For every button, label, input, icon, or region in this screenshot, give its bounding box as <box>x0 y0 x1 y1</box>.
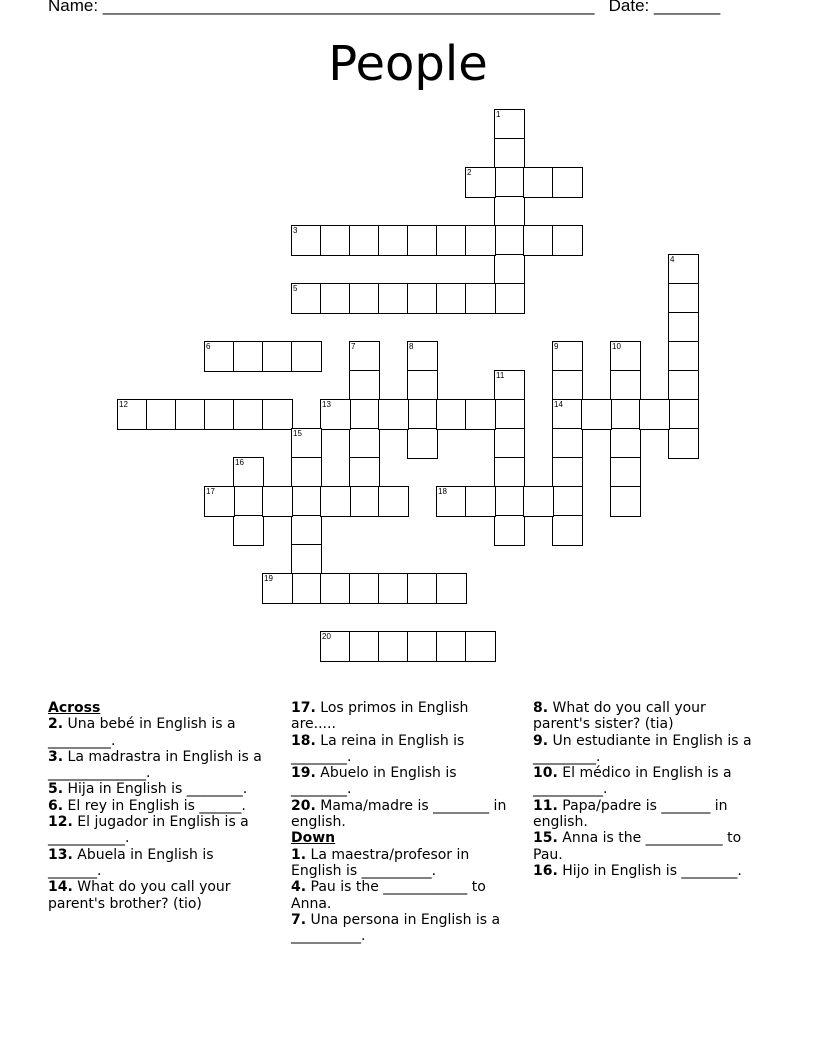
clue-number: 15. <box>533 830 558 847</box>
grid-cell[interactable] <box>552 457 583 488</box>
clue-text: El médico in English is a __________. <box>533 765 732 798</box>
name-label: Name: <box>48 0 99 15</box>
grid-cell[interactable] <box>668 428 699 459</box>
grid-cell[interactable] <box>233 399 264 430</box>
down-heading: Down <box>291 830 336 847</box>
grid-cell[interactable] <box>610 486 641 517</box>
clue-item <box>533 700 753 733</box>
grid-cell[interactable] <box>610 370 641 401</box>
clue-number: 20. <box>291 797 316 814</box>
grid-cell[interactable] <box>552 399 583 430</box>
grid-cell[interactable] <box>436 399 467 430</box>
grid-cell[interactable] <box>552 341 583 372</box>
grid-cell[interactable] <box>494 109 525 140</box>
across-heading: Across <box>48 700 101 716</box>
grid-cell[interactable] <box>117 399 148 430</box>
grid-cell[interactable] <box>378 283 409 314</box>
clue-item <box>48 798 270 814</box>
clue-item <box>533 830 753 863</box>
grid-cell[interactable] <box>378 225 409 256</box>
clue-text: Mama/madre is ________ in english. <box>291 797 507 831</box>
clue-item <box>533 733 753 766</box>
clue-number: 18. <box>291 732 316 749</box>
grid-cell[interactable] <box>349 283 380 314</box>
clue-number: 3. <box>48 748 64 765</box>
grid-cell[interactable] <box>204 399 235 430</box>
grid-cell[interactable] <box>610 341 641 372</box>
clue-text: La madrastra in English is a ______________. <box>48 748 262 782</box>
grid-cell[interactable] <box>349 341 380 372</box>
grid-cell[interactable] <box>233 515 264 546</box>
clue-number: 13. <box>48 846 73 863</box>
clue-item <box>291 700 513 733</box>
clue-number: 4. <box>291 879 307 896</box>
grid-cell[interactable] <box>494 399 525 430</box>
clue-text: What do you call your parent's brother? (tio) <box>48 879 231 912</box>
clue-text: El jugador in English is a ___________. <box>48 814 249 847</box>
grid-cell[interactable] <box>291 573 322 604</box>
date-label: Date: <box>608 0 650 15</box>
clue-number: 7. <box>291 911 307 928</box>
clue-number: 5 <box>293 284 298 293</box>
grid-cell[interactable] <box>494 167 525 198</box>
clue-text: Hijo in English is ________. <box>557 862 742 879</box>
clue-item <box>48 716 270 749</box>
grid-cell[interactable] <box>320 283 351 314</box>
clue-number: 6 <box>206 342 211 351</box>
grid-cell[interactable] <box>523 486 554 517</box>
grid-cell[interactable] <box>465 167 496 198</box>
grid-cell[interactable] <box>552 167 583 198</box>
grid-cell[interactable] <box>552 428 583 459</box>
clue-number: 19 <box>264 574 273 583</box>
grid-cell[interactable] <box>291 225 322 256</box>
page-title: People <box>328 36 488 92</box>
grid-cell[interactable] <box>668 254 699 285</box>
grid-cell[interactable] <box>320 225 351 256</box>
grid-cell[interactable] <box>668 312 699 343</box>
clue-item <box>48 879 270 912</box>
clue-text: El rey in English is ______. <box>63 797 246 814</box>
grid-cell[interactable] <box>291 283 322 314</box>
clue-column-3 <box>533 700 753 879</box>
clue-item <box>48 781 270 797</box>
clue-number: 15 <box>293 429 302 438</box>
clue-number: 6. <box>48 797 64 814</box>
clue-number: 17. <box>291 700 316 716</box>
grid-cell[interactable] <box>291 544 322 575</box>
grid-cell[interactable] <box>668 283 699 314</box>
grid-cell[interactable] <box>494 515 525 546</box>
clue-item <box>291 733 513 766</box>
grid-cell[interactable] <box>465 283 496 314</box>
clue-item <box>48 749 270 782</box>
clue-text: Una persona in English is a __________. <box>291 911 501 945</box>
grid-cell[interactable] <box>523 225 554 256</box>
grid-cell[interactable] <box>436 631 467 662</box>
clue-text: Pau is the ____________ to Anna. <box>291 879 486 912</box>
grid-cell[interactable] <box>378 486 409 517</box>
grid-cell[interactable] <box>291 428 322 459</box>
grid-cell[interactable] <box>610 457 641 488</box>
clue-item <box>48 847 270 880</box>
grid-cell[interactable] <box>494 370 525 401</box>
grid-cell[interactable] <box>204 341 235 372</box>
clue-item <box>291 912 513 945</box>
grid-cell[interactable] <box>494 196 525 227</box>
clue-number: 12. <box>48 814 73 831</box>
clue-number: 8 <box>409 342 414 351</box>
grid-cell[interactable] <box>552 370 583 401</box>
grid-cell[interactable] <box>349 631 380 662</box>
clue-number: 17 <box>206 487 215 496</box>
grid-cell[interactable] <box>436 283 467 314</box>
grid-cell[interactable] <box>436 486 467 517</box>
clue-number: 19. <box>291 765 316 782</box>
grid-cell[interactable] <box>523 167 554 198</box>
clue-number: 8. <box>533 700 549 716</box>
clue-item <box>48 814 270 847</box>
grid-cell[interactable] <box>552 225 583 256</box>
clue-text: Papa/padre is _______ in english. <box>533 797 728 831</box>
grid-cell[interactable] <box>233 341 264 372</box>
grid-cell[interactable] <box>465 486 496 517</box>
grid-cell[interactable] <box>233 486 264 517</box>
grid-cell[interactable] <box>639 399 670 430</box>
grid-cell[interactable] <box>494 428 525 459</box>
grid-cell[interactable] <box>291 515 322 546</box>
grid-cell[interactable] <box>320 399 351 430</box>
clue-text: What do you call your parent's sister? (tia) <box>533 700 706 733</box>
grid-cell[interactable] <box>349 457 380 488</box>
grid-cell[interactable] <box>465 225 496 256</box>
clue-number: 13 <box>322 400 331 409</box>
grid-cell[interactable] <box>407 370 438 401</box>
grid-cell[interactable] <box>668 370 699 401</box>
clue-text: Los primos in English are..... <box>291 700 469 733</box>
grid-cell[interactable] <box>668 399 699 430</box>
clue-number: 10. <box>533 765 558 782</box>
grid-cell[interactable] <box>610 428 641 459</box>
clue-item <box>291 847 513 880</box>
grid-cell[interactable] <box>668 341 699 372</box>
grid-cell[interactable] <box>494 138 525 169</box>
clue-number: 1. <box>291 846 307 863</box>
clue-number: 3 <box>293 226 298 235</box>
clue-item <box>533 863 753 879</box>
clue-text: La reina in English is ________. <box>291 732 465 765</box>
grid-cell[interactable] <box>407 573 438 604</box>
clue-number: 1 <box>496 110 501 119</box>
clue-item <box>291 798 513 831</box>
clue-text: Abuela in English is _______. <box>48 846 214 879</box>
clue-text: Una bebé in English is a _________. <box>48 716 236 749</box>
grid-cell[interactable] <box>175 399 206 430</box>
grid-cell[interactable] <box>494 457 525 488</box>
clue-item <box>291 879 513 912</box>
clue-item <box>533 798 753 831</box>
grid-cell[interactable] <box>320 573 351 604</box>
grid-cell[interactable] <box>349 428 380 459</box>
clue-number: 11. <box>533 797 558 814</box>
grid-cell[interactable] <box>436 225 467 256</box>
clue-number: 12 <box>119 400 128 409</box>
grid-cell[interactable] <box>204 486 235 517</box>
clue-number: 2 <box>467 168 472 177</box>
grid-cell[interactable] <box>349 399 380 430</box>
clue-column-2 <box>291 700 513 944</box>
clue-number: 20 <box>322 632 331 641</box>
grid-cell[interactable] <box>552 486 583 517</box>
clue-item <box>291 765 513 798</box>
clue-number: 4 <box>670 255 675 264</box>
grid-cell[interactable] <box>407 631 438 662</box>
grid-cell[interactable] <box>262 486 293 517</box>
grid-cell[interactable] <box>581 399 612 430</box>
clue-number: 2. <box>48 716 64 733</box>
clue-number: 14. <box>48 879 73 896</box>
grid-cell[interactable] <box>494 283 525 314</box>
grid-cell[interactable] <box>378 573 409 604</box>
grid-cell[interactable] <box>552 515 583 546</box>
grid-cell[interactable] <box>494 486 525 517</box>
clue-number: 9. <box>533 732 549 749</box>
grid-cell[interactable] <box>494 254 525 285</box>
clue-number: 14 <box>554 400 563 409</box>
grid-cell[interactable] <box>407 225 438 256</box>
grid-cell[interactable] <box>378 399 409 430</box>
clue-number: 11 <box>496 371 505 380</box>
clue-text: Anna is the ___________ to Pau. <box>533 830 742 863</box>
clue-number: 18 <box>438 487 447 496</box>
grid-cell[interactable] <box>465 399 496 430</box>
date-blank[interactable]: _______ <box>654 0 721 15</box>
grid-cell[interactable] <box>407 341 438 372</box>
clue-text: Hija in English is ________. <box>63 781 248 798</box>
grid-cell[interactable] <box>291 457 322 488</box>
grid-cell[interactable] <box>146 399 177 430</box>
clue-number: 16 <box>235 458 244 467</box>
grid-cell[interactable] <box>349 225 380 256</box>
grid-cell[interactable] <box>407 283 438 314</box>
grid-cell[interactable] <box>465 631 496 662</box>
clue-text: Un estudiante in English is a _________. <box>533 732 752 765</box>
clue-number: 7 <box>351 342 356 351</box>
clue-number: 10 <box>612 342 621 351</box>
grid-cell[interactable] <box>349 573 380 604</box>
clue-item <box>533 765 753 798</box>
grid-cell[interactable] <box>436 573 467 604</box>
grid-cell[interactable] <box>291 486 322 517</box>
grid-cell[interactable] <box>262 341 293 372</box>
grid-cell[interactable] <box>262 573 293 604</box>
grid-cell[interactable] <box>349 370 380 401</box>
grid-cell[interactable] <box>378 631 409 662</box>
grid-cell[interactable] <box>407 399 438 430</box>
clue-number: 9 <box>554 342 559 351</box>
grid-cell[interactable] <box>494 225 525 256</box>
grid-cell[interactable] <box>320 631 351 662</box>
clue-text: La maestra/profesor in English is __________. <box>291 846 470 879</box>
clue-column-1 <box>48 700 270 912</box>
grid-cell[interactable] <box>407 428 438 459</box>
grid-cell[interactable] <box>320 486 351 517</box>
grid-cell[interactable] <box>349 486 380 517</box>
grid-cell[interactable] <box>610 399 641 430</box>
grid-cell[interactable] <box>291 341 322 372</box>
name-blank[interactable]: ____________________________________________________ <box>102 0 595 15</box>
clue-text: Abuelo in English is ________. <box>291 765 457 798</box>
clue-number: 5. <box>48 781 64 798</box>
grid-cell[interactable] <box>233 457 264 488</box>
grid-cell[interactable] <box>262 399 293 430</box>
clue-number: 16. <box>533 862 558 879</box>
